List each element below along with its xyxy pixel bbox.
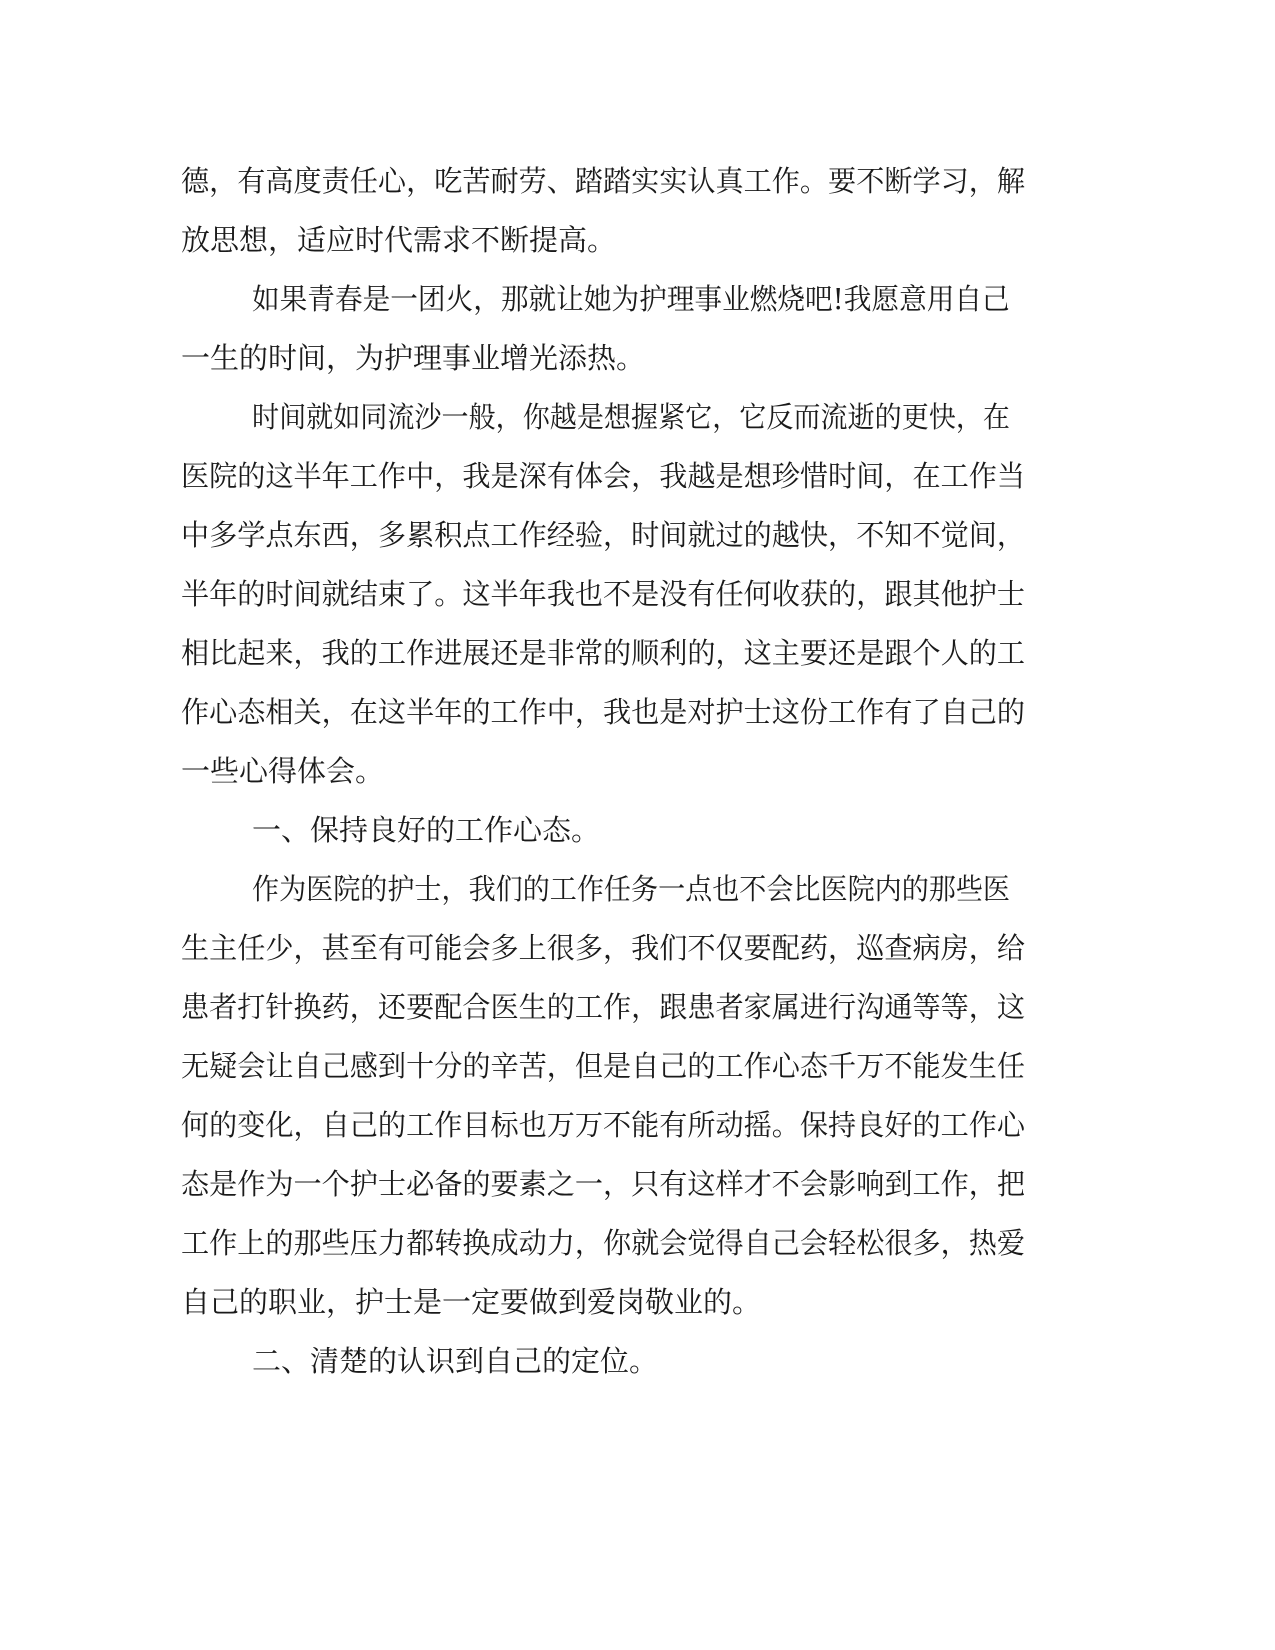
text-line: 半年的时间就结束了。这半年我也不是没有任何收获的，跟其他护士 bbox=[181, 577, 1026, 611]
text-line: 作为医院的护士，我们的工作任务一点也不会比医院内的那些医 bbox=[252, 872, 1011, 906]
text-line: 何的变化，自己的工作目标也万万不能有所动摇。保持良好的工作心 bbox=[181, 1108, 1026, 1142]
text-line: 中多学点东西，多累积点工作经验，时间就过的越快，不知不觉间， bbox=[181, 518, 1026, 552]
text-line: 患者打针换药，还要配合医生的工作，跟患者家属进行沟通等等，这 bbox=[181, 990, 1026, 1024]
text-line: 相比起来，我的工作进展还是非常的顺利的，这主要还是跟个人的工 bbox=[181, 636, 1026, 670]
section-heading: 一、保持良好的工作心态。 bbox=[252, 813, 601, 847]
section-heading: 二、清楚的认识到自己的定位。 bbox=[252, 1344, 659, 1378]
text-line: 作心态相关，在这半年的工作中，我也是对护士这份工作有了自己的 bbox=[181, 695, 1026, 729]
text-line: 一生的时间，为护理事业增光添热。 bbox=[181, 341, 646, 375]
text-line: 德，有高度责任心，吃苦耐劳、踏踏实实认真工作。要不断学习，解 bbox=[181, 164, 1026, 198]
text-line: 自己的职业，护士是一定要做到爱岗敬业的。 bbox=[181, 1285, 762, 1319]
text-line: 医院的这半年工作中，我是深有体会，我越是想珍惜时间，在工作当 bbox=[181, 459, 1026, 493]
text-line: 生主任少，甚至有可能会多上很多，我们不仅要配药，巡查病房，给 bbox=[181, 931, 1026, 965]
text-line: 一些心得体会。 bbox=[181, 754, 385, 788]
text-line: 工作上的那些压力都转换成动力，你就会觉得自己会轻松很多，热爱 bbox=[181, 1226, 1026, 1260]
text-line: 放思想，适应时代需求不断提高。 bbox=[181, 223, 617, 257]
text-line: 如果青春是一团火，那就让她为护理事业燃烧吧!我愿意用自己 bbox=[252, 282, 1010, 316]
text-line: 无疑会让自己感到十分的辛苦，但是自己的工作心态千万不能发生任 bbox=[181, 1049, 1026, 1083]
text-line: 时间就如同流沙一般，你越是想握紧它，它反而流逝的更快，在 bbox=[252, 400, 1011, 434]
text-line: 态是作为一个护士必备的要素之一，只有这样才不会影响到工作，把 bbox=[181, 1167, 1026, 1201]
